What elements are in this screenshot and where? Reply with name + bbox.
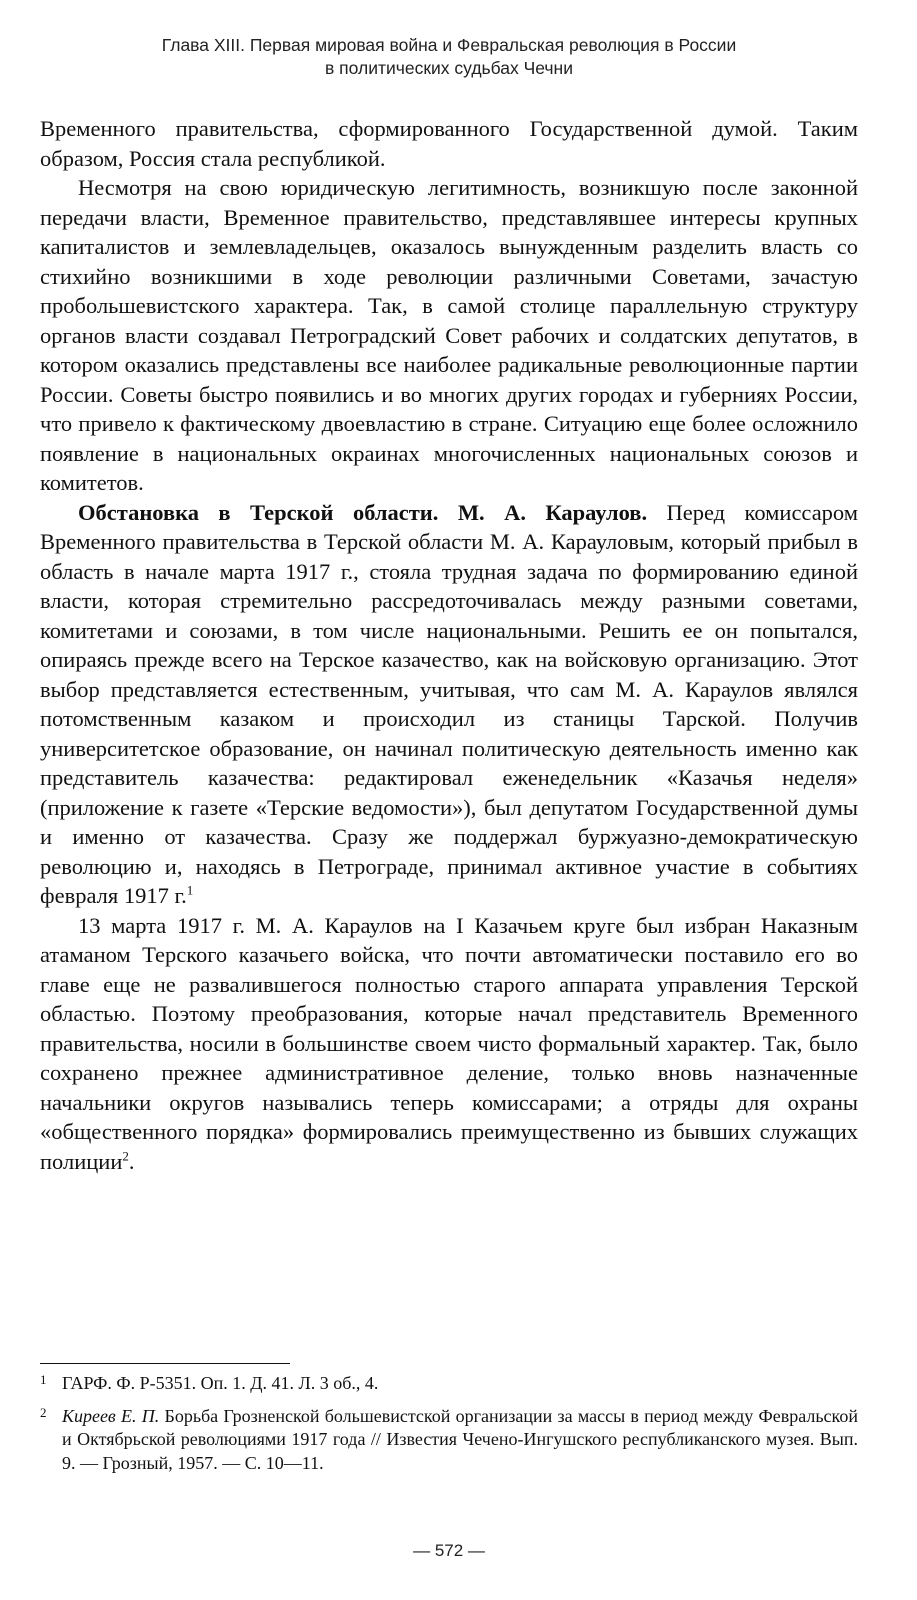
paragraph-2-text: Несмотря на свою юридическую легитимность, возникшую после законной передачи власти, Временное правительство, представлявшее интересы крупных капиталистов и землевладельцев, оказалось вынужденным разделить власть со стихийно возникшими в ходе революции различными Советами, зачастую пробольшевистского характера. Так, в самой столице параллельную структуру органов власти создавал Петроградский Совет рабочих и солдатских депутатов, в котором оказались представлены все наиболее радикальные революционные партии России. Советы быстро появились и во многих других городах и губерниях России, что привело к фактическому двоевластию в стране. Ситуацию еще более осложнило появление в национальных окраинах многочисленных национальных союзов и комитетов. [40, 175, 858, 495]
running-header-line-2: в политических судьбах Чечни [325, 58, 573, 78]
paragraph-4-end: . [128, 1148, 135, 1174]
footnote-author: Киреев Е. П. [62, 1405, 160, 1426]
book-page [40, 0, 858, 1600]
footnote-2 [40, 1405, 858, 1476]
paragraph-3 [40, 498, 858, 911]
paragraph-4 [40, 911, 858, 1177]
footnotes [40, 1372, 858, 1484]
footnote-ref-1[interactable]: 1 [186, 882, 194, 898]
running-header-line-1: Глава XIII. Первая мировая война и Февральская революция в России [161, 35, 737, 55]
footnote-text: Борьба Грозненской большевистской организации за массы в период между Февральской и Октябрьской революциями 1917 года // Известия Чечено-Ингушского республиканского музея. Вып. 9. — Грозный, 1957. — С. 10—11. [62, 1405, 858, 1473]
paragraph-1 [40, 114, 858, 173]
paragraph-2 [40, 173, 858, 498]
paragraph-1-text: Временного правительства, сформированного Государственной думой. Таким образом, Россия стала республикой. [40, 116, 858, 171]
footnote-text: ГАРФ. Ф. Р-5351. Оп. 1. Д. 41. Л. 3 об., 4. [62, 1373, 379, 1393]
footnote-1 [40, 1372, 858, 1396]
page-number: — 572 — [413, 1541, 485, 1560]
running-header [40, 34, 858, 80]
footnote-divider [40, 1363, 290, 1364]
footnote-ref-2[interactable]: 2 [122, 1148, 129, 1163]
section-heading: Обстановка в Терской области. М. А. Караулов. [78, 499, 648, 525]
footnote-number: 1 [40, 1372, 47, 1387]
paragraph-3-text: Перед комиссаром Временного правительства в Терской области М. А. Карауловым, который прибыл в область в начале марта 1917 г., стояла трудная задача по формированию единой власти, которая стремительно рассредоточивалась между разными советами, комитетами и союзами, в том числе национальными. Решить ее он попытался, опираясь прежде всего на Терское казачество, как на войсковую организацию. Этот выбор представляется естественным, учитывая, что сам М. А. Караулов являлся потомственным казаком и происходил из станицы Тарской. Получив университетское образование, он начинал политическую деятельность именно как представитель казачества: редактировал еженедельник «Казачья неделя» (приложение к газете «Терские ведомости»), был депутатом Государственной думы и именно от казачества. Сразу же поддержал буржуазно-демократическую революцию и, находясь в Петрограде, принимал активное участие в событиях февраля 1917 г. [40, 499, 858, 908]
paragraph-4-text: 13 марта 1917 г. М. А. Караулов на I Казачьем круге был избран Наказным атаманом Терского казачьего войска, что почти автоматически поставило его во главе еще не развалившегося полностью старого аппарата управления Терской областью. Поэтому преобразования, которые начал представитель Временного правительства, носили в большинстве своем чисто формальный характер. Так, было сохранено прежнее административное деление, только вновь назначенные начальники округов назывались теперь комиссарами; а отряды для охраны «общественного порядка» формировались преимущественно из бывших служащих полиции [40, 912, 858, 1174]
main-text [40, 114, 858, 1176]
footnote-number: 2 [40, 1404, 47, 1420]
